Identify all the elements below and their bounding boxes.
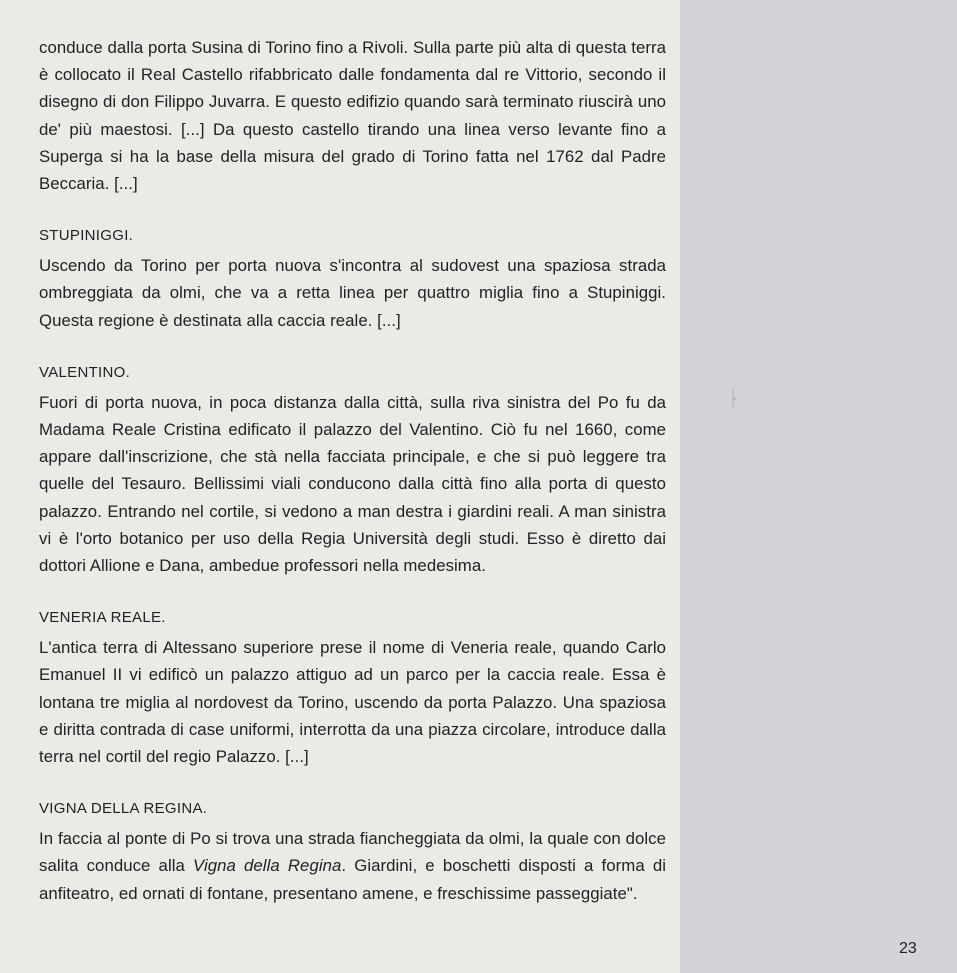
section-text-veneria: L'antica terra di Altessano superiore prese il nome di Veneria reale, quando Carlo Emanuel II vi edificò un palazzo attiguo ad un parco per la caccia reale. Essa è lontana tre miglia al nordovest da Torino, uscendo da porta Palazzo. Una spaziosa e diritta contrada di case uniformi, interrotta da una piazza circolare, introduce dalla terra nel cortil del regio Palazzo. [...] [39, 638, 666, 767]
intro-paragraph: conduce dalla porta Susina di Torino fino a Rivoli. Sulla parte più alta di questa terra è collocato il Real Castello rifabbricato dalle fondamenta dal re Vittorio, secondo il disegno di don Filippo Juvarra. E questo edifizio quando sarà terminato riuscirà uno de' più maestosi. [...] Da questo castello tirando una linea verso levante fino a Superga si ha la base della misura del grado di Torino fatta nel 1762 dal Padre Beccaria. [...] [39, 38, 666, 194]
section-heading-stupinigi: STUPINIGGI. [39, 227, 134, 245]
faint-dot [733, 397, 736, 400]
vigna-title-italic: Vigna della Regina [193, 856, 342, 876]
vigna-text-start: In faccia al ponte di Po si trova una strada fiancheggiata da olmi, la quale con dolce salita conduce alla [39, 829, 666, 876]
body-text [39, 34, 666, 907]
section-text-vigna [39, 825, 666, 907]
side-image-strip [680, 0, 957, 973]
section-heading-vigna: VIGNA DELLA REGINA. [39, 800, 208, 818]
section-text-valentino: Fuori di porta nuova, in poca distanza dalla città, sulla riva sinistra del Po fu da Madama Reale Cristina edificato il palazzo del Valentino. Ciò fu nel 1660, come appare dall'inscrizione, che stà nella facciata principale, e che si può leggere tra quelle del Tesauro. Bellissimi viali conducono dalla città fino alla porta di questo palazzo. Entrando nel cortile, si vedono a man destra i giardini reali. A man sinistra vi è l'orto botanico per uso della Regia Università degli studi. Esso è diretto dai dottori Allione e Dana, ambedue professori nella medesima. [39, 392, 666, 576]
vigna-text-end: . Giardini, e boschetti disposti a forma di anfiteatro, ed ornati di fontane, presentano amene, e freschissime passeggiate". [39, 856, 667, 903]
section-text-stupinigi: Uscendo da Torino per porta nuova s'incontra al sudovest una spaziosa strada ombreggiata da olmi, che va a retta linea per quattro miglia fino a Stupiniggi. Questa regione è destinata alla caccia reale. [...] [39, 256, 666, 330]
section-heading-valentino: VALENTINO. [39, 363, 131, 381]
page-number: 23 [899, 940, 917, 957]
section-heading-veneria: VENERIA REALE. [39, 609, 166, 627]
